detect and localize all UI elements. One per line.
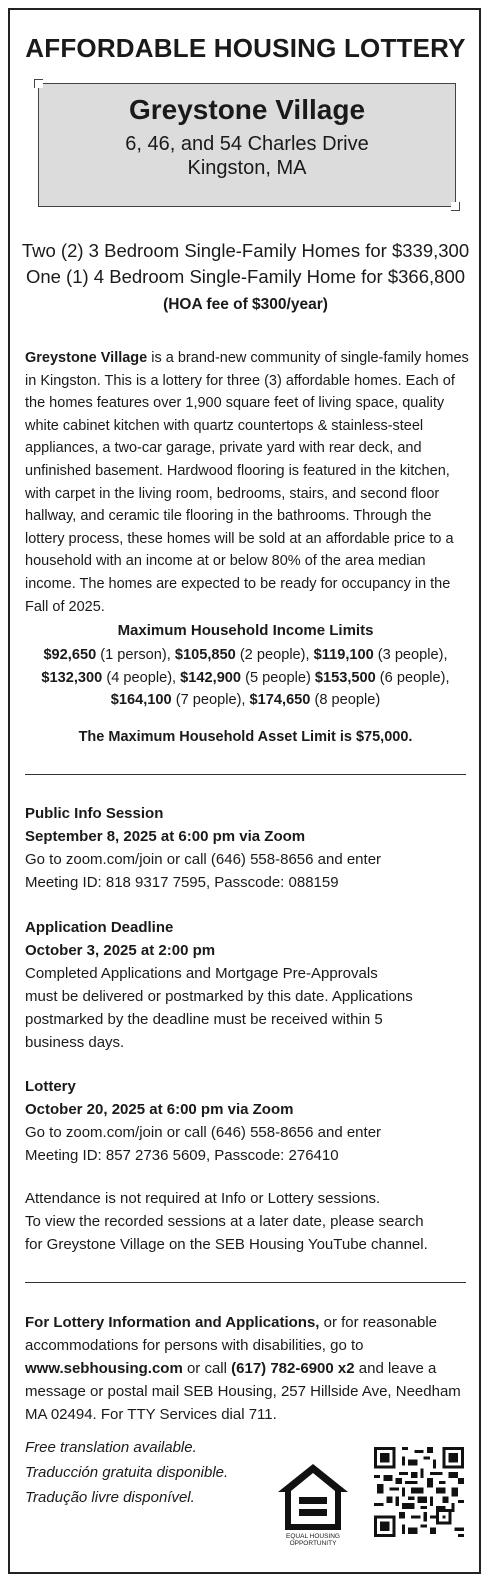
equal-housing-label: EQUAL HOUSING OPPORTUNITY [286, 1533, 340, 1547]
lottery-line-2: Meeting ID: 857 2736 5609, Passcode: 276410 [25, 1147, 339, 1164]
deadline-date: October 3, 2025 at 2:00 pm [25, 942, 216, 959]
lottery-heading: Lottery [25, 1078, 76, 1095]
income-limits-heading: Maximum Household Income Limits [117, 622, 374, 639]
income-limit-item: $174,650 (8 people) [249, 692, 381, 709]
description-body: is a brand-new community of single-family homes in Kingston. This is a lottery for three (3) affordable homes. Each of the homes features over 1,900 square feet of living space, quality white cabinet kitchen with quartz countertops & stainless-steel appliances, a two-car garage, private yard with rear deck, and unfinished basement. Hardwood flooring is featured in the kitchen, with carpet in the living room, bedrooms, stairs, and second floor hallway, and ceramic tile flooring in the bathrooms. Through the lottery process, these homes will be sold at an affordable price to a household with an income at or below 80% of the area median income. The homes are expected to be ready for occupancy in the Fall of 2025. [25, 350, 469, 615]
deadline-line-1: Completed Applications and Mortgage Pre-Approvals [25, 965, 378, 982]
homes-line-1: Two (2) 3 Bedroom Single-Family Homes for $339,300 [21, 240, 470, 261]
income-limit-item: $119,100 (3 people), [313, 647, 448, 663]
attendance-note: Attendance is not required at Info or Lottery sessions. To view the recorded sessions at a later date, please search for Greystone Village on the SEB Housing YouTube channel. [25, 1190, 428, 1253]
income-limit-item: $153,500 (6 people), [314, 669, 450, 686]
asset-limit: The Maximum Household Asset Limit is $75,000. [78, 729, 413, 745]
translation-portuguese: Tradução livre disponível. [25, 1489, 195, 1506]
phone-number[interactable]: (617) 782-6900 x2 [231, 1360, 355, 1377]
info-session-line-1: Go to zoom.com/join or call (646) 558-8656 and enter [25, 851, 382, 868]
description-lead: Greystone Village [25, 350, 148, 366]
income-limits-list [18, 644, 473, 712]
divider [25, 1282, 466, 1283]
info-session-date: September 8, 2025 at 6:00 pm via Zoom [25, 828, 306, 845]
equal-housing-opportunity-icon [276, 1462, 350, 1542]
income-limit-item: $92,650 (1 person), [43, 647, 175, 663]
income-limit-item: $142,900 (5 people) [180, 669, 315, 686]
translation-english: Free translation available. [25, 1439, 197, 1456]
lottery-date: October 20, 2025 at 6:00 pm via Zoom [25, 1101, 294, 1118]
address-line-1: 6, 46, and 54 Charles Drive [125, 133, 369, 155]
lottery-section [25, 1075, 470, 1167]
income-limit-item: $164,100 (7 people), [110, 692, 250, 709]
address-line-2: Kingston, MA [187, 157, 307, 179]
translation-notice [25, 1435, 228, 1510]
homes-offering [0, 238, 491, 290]
info-session-line-2: Meeting ID: 818 9317 7595, Passcode: 088159 [25, 874, 339, 891]
contact-lead: For Lottery Information and Applications, [25, 1314, 320, 1331]
deadline-heading: Application Deadline [25, 919, 174, 936]
translation-spanish: Traducción gratuita disponible. [25, 1464, 229, 1481]
lottery-line-1: Go to zoom.com/join or call (646) 558-8656 and enter [25, 1124, 382, 1141]
info-session-heading: Public Info Session [25, 805, 164, 822]
hoa-fee: (HOA fee of $300/year) [163, 296, 328, 313]
info-session-section [25, 802, 470, 894]
income-limit-item: $132,300 (4 people), [41, 669, 181, 686]
qr-code-icon[interactable] [374, 1447, 464, 1537]
website-link[interactable]: www.sebhousing.com [25, 1360, 183, 1377]
property-description [25, 347, 470, 618]
homes-line-2: One (1) 4 Bedroom Single-Family Home for $366,800 [25, 266, 466, 287]
deadline-line-4: business days. [25, 1034, 125, 1051]
property-name: Greystone Village [128, 94, 366, 125]
deadline-section [25, 916, 470, 1054]
income-limit-item: $105,850 (2 people), [174, 647, 314, 663]
property-box [38, 83, 456, 207]
contact-info: For Lottery Information and Applications, or for reasonable accommodations for persons with disabilities, go to www.sebhousing.com or call (617) 782-6900 x2 and leave a message or postal mail SEB Housing, 257 Hillside Ave, Needham MA 02494. For TTY Services dial 711. [25, 1314, 461, 1423]
divider [25, 774, 466, 775]
page-title: AFFORDABLE HOUSING LOTTERY [25, 33, 466, 63]
deadline-line-2: must be delivered or postmarked by this date. Applications [25, 988, 413, 1005]
deadline-line-3: postmarked by the deadline must be received within 5 [25, 1011, 383, 1028]
